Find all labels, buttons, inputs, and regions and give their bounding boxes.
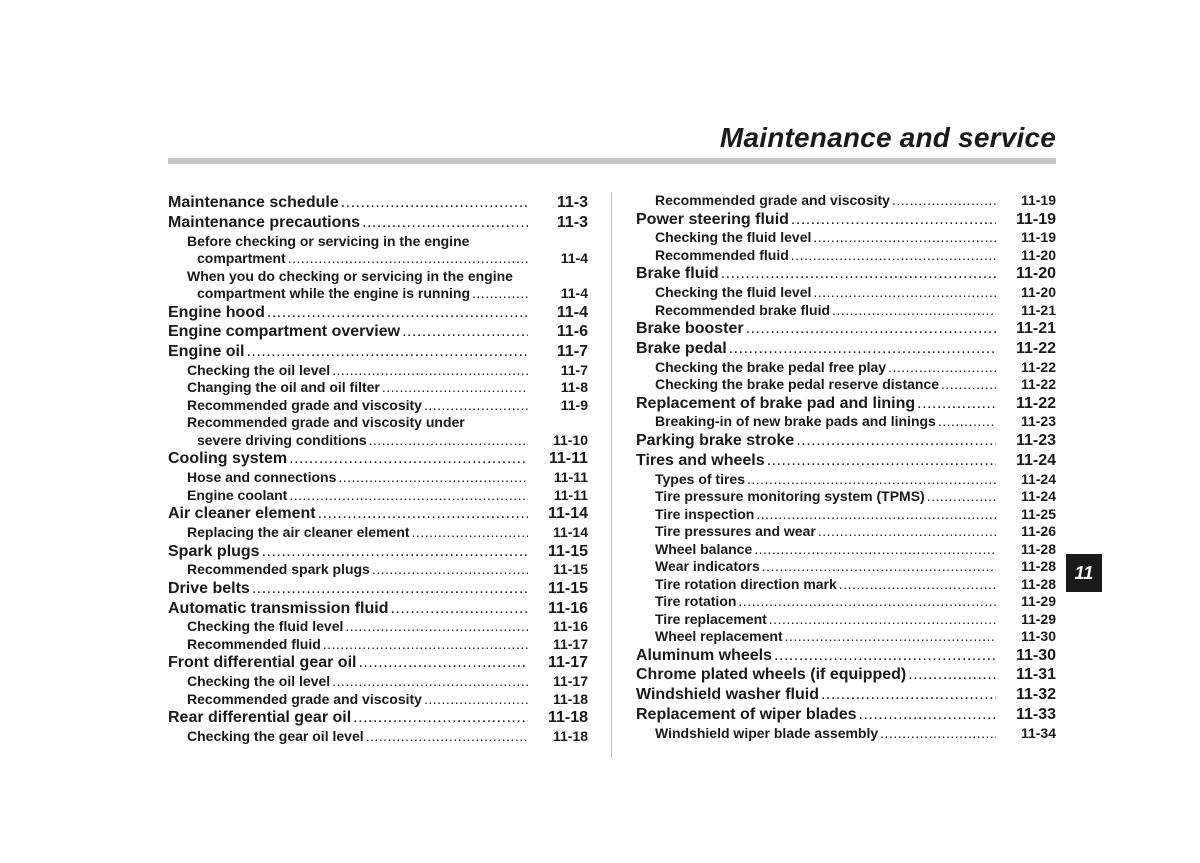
toc-page-number: 11-14 (552, 524, 588, 541)
toc-entry-title: Checking the fluid level (187, 618, 344, 635)
toc-page-number: 11-19 (1020, 229, 1056, 246)
dot-leader (390, 599, 528, 619)
toc-line (168, 414, 588, 432)
toc-subentry[interactable] (636, 471, 1056, 489)
toc-entry-title: Cooling system (168, 450, 288, 468)
dot-leader (338, 469, 528, 487)
toc-entry-title: Tire pressure monitoring system (TPMS) (655, 488, 925, 505)
dot-leader (262, 542, 528, 562)
toc-page-number: 11-7 (560, 361, 588, 378)
dot-leader (289, 487, 528, 505)
toc-line (636, 319, 1056, 339)
toc-line (636, 506, 1056, 524)
toc-page-number: 11-23 (1015, 431, 1056, 449)
toc-entry-title: Wheel balance (655, 540, 753, 557)
toc-subentry[interactable] (168, 469, 588, 487)
dot-leader (796, 431, 996, 451)
dot-leader (746, 319, 996, 339)
dot-leader (353, 708, 528, 728)
toc-subentry[interactable] (168, 561, 588, 579)
toc-entry-title: Checking the brake pedal reserve distance (655, 376, 940, 393)
toc-page-number: 11-11 (548, 450, 588, 468)
toc-page-number: 11-26 (1020, 523, 1056, 540)
toc-page-number: 11-15 (547, 542, 588, 560)
toc-page-number: 11-28 (1020, 558, 1056, 575)
dot-leader (318, 504, 528, 524)
toc-entry-title: Checking the brake pedal free play (655, 358, 887, 375)
toc-entry[interactable] (168, 213, 588, 233)
toc-entry-title: Engine hood (168, 303, 265, 321)
toc-entry[interactable] (168, 342, 588, 362)
toc-page-number: 11-18 (552, 690, 588, 707)
toc-entry-title: Tires and wheels (636, 451, 765, 469)
toc-page-number: 11-15 (547, 579, 588, 597)
toc-line (636, 376, 1056, 394)
dot-leader (938, 413, 996, 431)
toc-entry-title: Replacement of wiper blades (636, 705, 857, 723)
toc-entry-title: Maintenance schedule (168, 194, 339, 211)
toc-page-number: 11-6 (556, 323, 588, 341)
toc-page-number: 11-20 (1020, 284, 1056, 301)
toc-line (636, 593, 1056, 611)
toc-page-number: 11-17 (552, 673, 588, 690)
dot-leader (424, 397, 528, 415)
toc-entry-title: Hose and connections (187, 469, 337, 486)
toc-entry-title: Maintenance precautions (168, 213, 361, 231)
toc-entry-title: Aluminum wheels (636, 646, 773, 664)
toc-subentry[interactable] (636, 506, 1056, 524)
toc-entry-title: Recommended grade and viscosity under (187, 414, 465, 431)
toc-entry-title: Windshield washer fluid (636, 686, 819, 704)
toc-line (636, 725, 1056, 743)
dot-leader (839, 576, 996, 594)
toc-line (168, 250, 588, 268)
toc-entry-title: Tire rotation (655, 593, 737, 610)
toc-entry-title: Recommended grade and viscosity (655, 192, 890, 208)
toc-entry-title: compartment while the engine is running (197, 285, 471, 302)
dot-leader (762, 558, 996, 576)
toc-line (168, 504, 588, 524)
toc-entry-title: Brake pedal (636, 339, 727, 357)
dot-leader (369, 432, 528, 450)
toc-entry[interactable] (168, 708, 588, 728)
toc-line (168, 561, 588, 579)
toc-subentry[interactable] (168, 487, 588, 505)
toc-line (168, 449, 588, 469)
toc-page-number: 11-10 (552, 431, 588, 448)
toc-line (168, 469, 588, 487)
toc-subentry[interactable] (168, 691, 588, 709)
toc-line (636, 685, 1056, 705)
toc-line (636, 431, 1056, 451)
toc-line (168, 379, 588, 397)
toc-line (636, 705, 1056, 725)
dot-leader (341, 193, 528, 213)
toc-page-number: 11-17 (552, 635, 588, 652)
toc-entry[interactable] (168, 449, 588, 469)
toc-entry[interactable] (636, 431, 1056, 451)
toc-page-number: 11-19 (1020, 192, 1056, 208)
dot-leader (323, 636, 528, 654)
toc-entry-title: Changing the oil and oil filter (187, 379, 380, 396)
toc-entry-title: Checking the fluid level (655, 284, 812, 301)
toc-entry-title: Spark plugs (168, 542, 260, 560)
toc-entry[interactable] (168, 193, 588, 213)
toc-page-number: 11-18 (547, 709, 588, 727)
toc-subentry[interactable] (636, 725, 1056, 743)
dot-leader (880, 725, 996, 743)
toc-entry-title: Recommended fluid (655, 246, 789, 263)
dot-leader (424, 691, 528, 709)
toc-subentry[interactable] (636, 523, 1056, 541)
column-divider (611, 192, 612, 758)
toc-entry[interactable] (636, 685, 1056, 705)
toc-line (168, 303, 588, 323)
dot-leader (332, 362, 528, 380)
toc-entry[interactable] (636, 451, 1056, 471)
dot-leader (402, 322, 528, 342)
toc-line (168, 708, 588, 728)
toc-page-number: 11-3 (556, 213, 588, 231)
toc-line (636, 646, 1056, 666)
dot-leader (729, 339, 996, 359)
toc-line (168, 728, 588, 746)
toc-entry[interactable] (168, 303, 588, 323)
toc-page-number: 11-23 (1020, 413, 1056, 430)
dot-leader (738, 593, 996, 611)
toc-subentry[interactable] (636, 229, 1056, 247)
toc-subentry[interactable] (636, 192, 1056, 210)
toc-line (636, 541, 1056, 559)
toc-line (168, 487, 588, 505)
toc-page-number: 11-4 (560, 285, 588, 302)
toc-page-number: 11-16 (547, 599, 588, 617)
toc-line (636, 451, 1056, 471)
toc-subentry[interactable] (636, 413, 1056, 431)
toc-line (168, 673, 588, 691)
toc-subentry[interactable] (168, 618, 588, 636)
toc-subentry[interactable] (636, 576, 1056, 594)
toc-page-number: 11-28 (1020, 575, 1056, 592)
toc-entry-title: Recommended grade and viscosity (187, 690, 422, 707)
toc-entry-title: Automatic transmission fluid (168, 599, 389, 617)
toc-line (636, 210, 1056, 230)
chapter-tab[interactable]: 11 (1066, 554, 1102, 592)
toc-subentry[interactable] (636, 488, 1056, 506)
toc-line (636, 665, 1056, 685)
toc-page-number: 11-22 (1020, 358, 1056, 375)
toc-subentry[interactable] (636, 359, 1056, 377)
toc-page-number: 11-28 (1020, 540, 1056, 557)
toc-page-number: 11-30 (1020, 628, 1056, 645)
toc-entry-title: Tire replacement (655, 610, 767, 627)
dot-leader (859, 705, 996, 725)
toc-line (168, 362, 588, 380)
toc-entry-title: compartment (197, 250, 286, 267)
toc-line (168, 618, 588, 636)
toc-page-number: 11-22 (1015, 339, 1056, 357)
toc-line (636, 302, 1056, 320)
toc-line (168, 193, 588, 213)
toc-entry-title: Power steering fluid (636, 210, 789, 228)
toc-entry-title: When you do checking or servicing in the engine (187, 267, 513, 284)
toc-entry-title: Recommended spark plugs (187, 561, 370, 578)
toc-line (636, 247, 1056, 265)
toc-entry-title: Checking the oil level (187, 361, 331, 378)
toc-subentry[interactable] (636, 302, 1056, 320)
toc-entry[interactable] (636, 665, 1056, 685)
toc-line (168, 322, 588, 342)
dot-leader (289, 449, 528, 469)
dot-leader (769, 611, 996, 629)
toc-entry-title: Recommended brake fluid (655, 301, 831, 318)
toc-line (636, 471, 1056, 489)
toc-subentry[interactable] (168, 524, 588, 542)
toc-line (636, 264, 1056, 284)
toc-subentry[interactable] (168, 673, 588, 691)
toc-line (168, 524, 588, 542)
toc-right-column (636, 192, 1056, 742)
toc-page-number: 11-21 (1020, 301, 1056, 318)
dot-leader (332, 673, 528, 691)
toc-subentry[interactable] (168, 414, 588, 449)
toc-left-column (168, 193, 588, 746)
toc-subentry[interactable] (636, 558, 1056, 576)
toc-entry[interactable] (636, 319, 1056, 339)
dot-leader (721, 264, 996, 284)
dot-leader (941, 376, 996, 394)
toc-line (168, 213, 588, 233)
toc-entry-title: Checking the fluid level (655, 229, 812, 246)
toc-entry[interactable] (636, 646, 1056, 666)
toc-entry-title: Engine coolant (187, 486, 288, 503)
toc-page-number: 11-30 (1015, 646, 1056, 664)
toc-line (168, 636, 588, 654)
toc-line (636, 359, 1056, 377)
toc-subentry[interactable] (168, 728, 588, 746)
toc-page-number: 11-22 (1015, 394, 1056, 412)
dot-leader (756, 506, 996, 524)
toc-line (636, 523, 1056, 541)
toc-line (168, 579, 588, 599)
toc-entry-title: Parking brake stroke (636, 431, 795, 449)
toc-entry[interactable] (168, 579, 588, 599)
toc-subentry[interactable] (636, 628, 1056, 646)
toc-entry-title: Types of tires (655, 470, 745, 487)
toc-page-number: 11-3 (556, 194, 588, 211)
toc-line (636, 628, 1056, 646)
dot-leader (927, 488, 996, 506)
toc-page-number: 11-34 (1020, 724, 1056, 741)
toc-entry[interactable] (636, 394, 1056, 414)
toc-page-number: 11-4 (560, 250, 588, 267)
toc-entry-title: Rear differential gear oil (168, 709, 352, 727)
dot-leader (267, 303, 528, 323)
toc-page-number: 11-31 (1015, 666, 1056, 684)
toc-line (168, 285, 588, 303)
dot-leader (382, 379, 528, 397)
toc-subentry[interactable] (636, 247, 1056, 265)
toc-entry-title: Tire rotation direction mark (655, 575, 837, 592)
toc-line (636, 413, 1056, 431)
toc-line (168, 233, 588, 251)
toc-line (168, 542, 588, 562)
toc-page-number: 11-29 (1020, 610, 1056, 627)
toc-line (636, 558, 1056, 576)
toc-entry-title: severe driving conditions (197, 431, 367, 448)
toc-line (168, 691, 588, 709)
toc-page-number: 11-20 (1020, 246, 1056, 263)
dot-leader (252, 579, 528, 599)
toc-entry-title: Replacing the air cleaner element (187, 524, 410, 541)
toc-page-number: 11-20 (1015, 265, 1056, 283)
toc-entry[interactable] (168, 542, 588, 562)
toc-entry[interactable] (168, 504, 588, 524)
toc-subentry[interactable] (168, 233, 588, 268)
toc-page-number: 11-15 (552, 561, 588, 578)
toc-line (168, 653, 588, 673)
toc-page-number: 11-9 (560, 396, 588, 413)
toc-page-number: 11-21 (1015, 320, 1056, 338)
page-title: Maintenance and service (719, 122, 1056, 153)
toc-page-number: 11-22 (1020, 376, 1056, 393)
toc-subentry[interactable] (168, 397, 588, 415)
title-rule (168, 158, 1056, 164)
toc-line (168, 342, 588, 362)
dot-leader (767, 451, 996, 471)
toc-entry-title: Before checking or servicing in the engine (187, 232, 470, 249)
toc-entry-title: Engine compartment overview (168, 323, 401, 341)
toc-entry[interactable] (636, 339, 1056, 359)
toc-line (636, 229, 1056, 247)
toc-entry[interactable] (168, 599, 588, 619)
toc-page-number: 11-7 (556, 343, 588, 361)
dot-leader (754, 541, 996, 559)
toc-line (636, 192, 1056, 210)
toc-subentry[interactable] (168, 268, 588, 303)
toc-page-number: 11-29 (1020, 593, 1056, 610)
dot-leader (774, 646, 996, 666)
dot-leader (358, 653, 528, 673)
toc-entry-title: Recommended fluid (187, 635, 321, 652)
toc-entry-title: Replacement of brake pad and lining (636, 394, 916, 412)
toc-subentry[interactable] (168, 636, 588, 654)
toc-entry-title: Engine oil (168, 343, 245, 361)
dot-leader (791, 247, 996, 265)
dot-leader (832, 302, 996, 320)
dot-leader (362, 213, 528, 233)
toc-entry-title: Drive belts (168, 579, 250, 597)
toc-entry[interactable] (168, 322, 588, 342)
toc-entry-title: Brake fluid (636, 265, 719, 283)
toc-page-number: 11-11 (553, 486, 588, 503)
toc-page-number: 11-32 (1015, 686, 1056, 704)
toc-page-number: 11-24 (1020, 470, 1056, 487)
toc-page-number: 11-24 (1020, 488, 1056, 505)
dot-leader (908, 665, 996, 685)
toc-entry-title: Air cleaner element (168, 505, 316, 523)
dot-leader (791, 210, 996, 230)
toc-line (636, 284, 1056, 302)
dot-leader (246, 342, 528, 362)
toc-page-number: 11-8 (560, 379, 588, 396)
toc-entry-title: Tire pressures and wear (655, 523, 816, 540)
toc-page-number: 11-33 (1015, 705, 1056, 723)
toc-line (168, 397, 588, 415)
dot-leader (288, 250, 528, 268)
toc-page-number: 11-25 (1020, 505, 1056, 522)
toc-line (168, 268, 588, 286)
toc-page-number: 11-17 (547, 654, 588, 672)
toc-page-number: 11-4 (556, 303, 588, 321)
toc-page-number: 11-16 (552, 618, 588, 635)
toc-entry-title: Chrome plated wheels (if equipped) (636, 666, 907, 684)
toc-entry-title: Recommended grade and viscosity (187, 396, 422, 413)
dot-leader (892, 192, 996, 210)
dot-leader (917, 394, 996, 414)
toc-entry[interactable] (636, 210, 1056, 230)
toc-line (636, 488, 1056, 506)
toc-subentry[interactable] (636, 376, 1056, 394)
toc-entry-title: Checking the oil level (187, 673, 331, 690)
dot-leader (785, 628, 996, 646)
toc-subentry[interactable] (636, 593, 1056, 611)
toc-subentry[interactable] (168, 362, 588, 380)
toc-page-number: 11-19 (1015, 210, 1056, 228)
toc-entry-title: Brake booster (636, 320, 744, 338)
toc-page-number: 11-18 (552, 728, 588, 745)
toc-line (636, 339, 1056, 359)
toc-entry[interactable] (168, 653, 588, 673)
toc-entry-title: Wheel replacement (655, 628, 783, 645)
toc-line (636, 611, 1056, 629)
dot-leader (472, 285, 528, 303)
dot-leader (372, 561, 528, 579)
dot-leader (818, 523, 996, 541)
toc-entry-title: Tire inspection (655, 505, 755, 522)
toc-line (636, 394, 1056, 414)
toc-line (168, 432, 588, 450)
toc-entry-title: Breaking-in of new brake pads and linings (655, 413, 936, 430)
toc-entry[interactable] (636, 705, 1056, 725)
dot-leader (747, 471, 996, 489)
toc-subentry[interactable] (636, 541, 1056, 559)
dot-leader (888, 359, 996, 377)
toc-subentry[interactable] (636, 611, 1056, 629)
toc-entry-title: Checking the gear oil level (187, 728, 364, 745)
toc-subentry[interactable] (168, 379, 588, 397)
dot-leader (821, 685, 996, 705)
dot-leader (412, 524, 528, 542)
toc-line (636, 576, 1056, 594)
dot-leader (366, 728, 528, 746)
toc-line (168, 599, 588, 619)
toc-page-number: 11-24 (1015, 451, 1056, 469)
dot-leader (813, 284, 996, 302)
toc-entry-title: Wear indicators (655, 558, 760, 575)
toc-page-number: 11-11 (553, 469, 588, 486)
toc-entry-title: Windshield wiper blade assembly (655, 724, 879, 741)
dot-leader (345, 618, 528, 636)
toc-subentry[interactable] (636, 284, 1056, 302)
toc-page-number: 11-14 (547, 505, 588, 523)
toc-entry-title: Front differential gear oil (168, 654, 357, 672)
toc-entry[interactable] (636, 264, 1056, 284)
dot-leader (813, 229, 996, 247)
